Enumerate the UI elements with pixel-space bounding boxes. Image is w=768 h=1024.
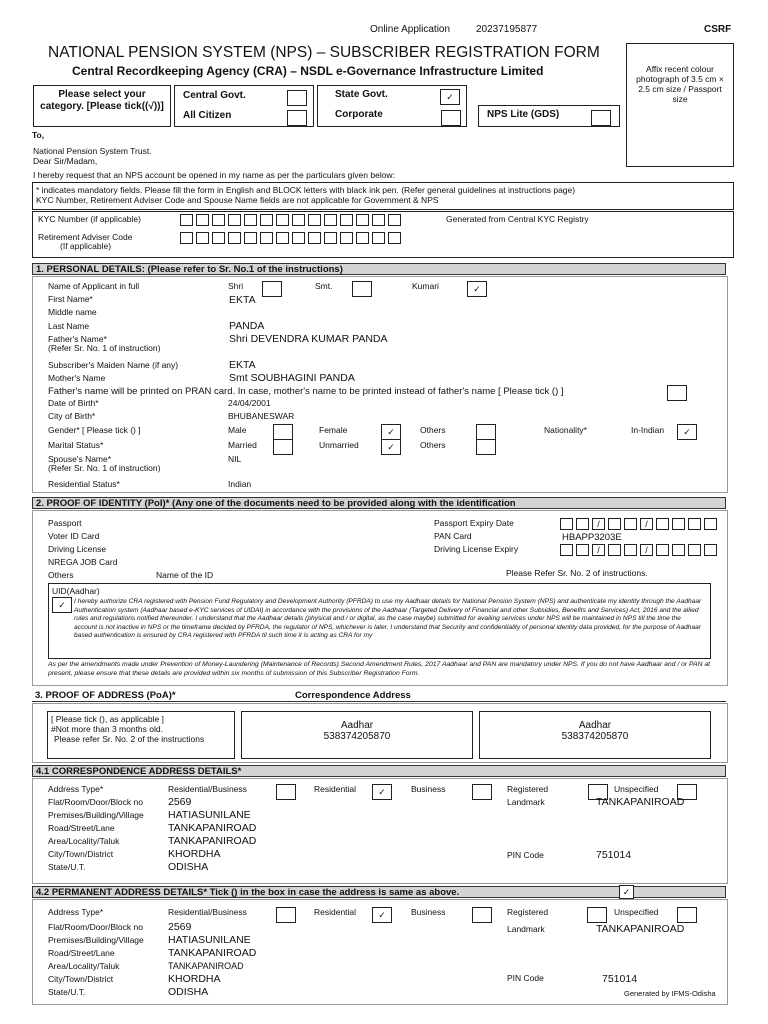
photo-box[interactable] (626, 43, 734, 167)
ra-code-field[interactable] (180, 232, 404, 244)
last-name-value[interactable]: PANDA (229, 320, 265, 332)
perm-unspecified-checkbox[interactable] (677, 907, 697, 923)
photo-instruction: Affix recent colour photograph of 3.5 cm × 2.5 cm size / Passport size (636, 64, 724, 104)
unmarried-label: Unmarried (319, 440, 359, 450)
category-prompt: Please select your category. [Please tick((√))] (40, 89, 164, 112)
first-name-label: First Name* (48, 294, 93, 304)
note-applicability: KYC Number, Retirement Adviser Code and Spouse Name fields are not applicable for Government & NPS (36, 195, 439, 205)
corr-flat-value[interactable]: 2569 (168, 796, 192, 808)
marital-others-checkbox[interactable] (476, 439, 496, 455)
nrega-label: NREGA JOB Card (48, 557, 118, 567)
form-subtitle: Central Recordkeeping Agency (CRA) – NSDL e-Governance Infrastructure Limited (72, 64, 544, 78)
poa-note-tick: [ Please tick (), as applicable ] (51, 714, 164, 724)
proof-of-address-heading: 3. PROOF OF ADDRESS (PoA)* (32, 690, 726, 702)
perm-business-label: Business (411, 907, 446, 917)
gender-others-label: Others (420, 425, 446, 435)
perm-road-label: Road/Street/Lane (48, 948, 115, 958)
name-label: Name of Applicant in full (48, 281, 140, 291)
perm-area-value[interactable]: TANKAPANIROAD (168, 961, 244, 971)
corr-area-label: Area/Locality/Taluk (48, 836, 120, 846)
mother-name-print-checkbox[interactable] (667, 385, 687, 401)
father-name-label: Father's Name* (48, 334, 107, 344)
shri-checkbox[interactable] (262, 281, 282, 297)
maiden-name-value[interactable]: EKTA (229, 359, 256, 371)
perm-city-value[interactable]: KHORDHA (168, 973, 221, 985)
perm-state-label: State/U.T. (48, 987, 86, 997)
corr-address-type-label: Address Type* (48, 784, 104, 794)
perm-residential-checkbox[interactable]: ✓ (372, 907, 392, 923)
corr-city-value[interactable]: KHORDHA (168, 848, 221, 860)
corr-residential-checkbox[interactable]: ✓ (372, 784, 392, 800)
poa-permanent-number: 538374205870 (561, 731, 629, 742)
corr-business-label: Business (411, 784, 446, 794)
corr-pin-value[interactable]: 751014 (596, 849, 632, 861)
shri-label: Shri (228, 281, 244, 291)
form-title: NATIONAL PENSION SYSTEM (NPS) – SUBSCRIBER REGISTRATION FORM (48, 44, 600, 61)
voter-id-label: Voter ID Card (48, 531, 100, 541)
city-of-birth-value[interactable]: BHUBANESWAR (228, 411, 295, 421)
dob-value[interactable]: 24/04/2001 (228, 398, 271, 408)
gender-others-checkbox[interactable] (476, 424, 496, 440)
poa-note-box (47, 711, 235, 759)
perm-unspecified-label: Unspecified (614, 907, 659, 917)
salutation: Dear Sir/Madam, (33, 156, 98, 166)
residential-status-label: Residential Status* (48, 479, 120, 489)
perm-pin-value[interactable]: 751014 (602, 973, 638, 985)
poa-permanent-doc: Aadhar (578, 720, 612, 731)
corr-pin-label: PIN Code (507, 850, 544, 860)
maiden-name-label: Subscriber's Maiden Name (if any) (48, 360, 179, 370)
corr-business-checkbox[interactable] (472, 784, 492, 800)
poi-refer-note: Please Refer Sr. No. 2 of instructions. (506, 568, 648, 578)
corr-resbus-checkbox[interactable] (276, 784, 296, 800)
uid-consent-text: I hereby authorize CRA registered with Pension Fund Regulatory and Development Authority (PFRDA) to use my Aadhaar details for National Pension System (NPS) and authenticate my identity through the Aadhaar Authentication system (Aadhaar based e-KYC services of UIDAI) in accordance with the provisions of the Aadhaar (Targeted Delivery of Financial and other Subsidies, Benefits and Services) Act, 2016 and the allied rules and regulations notified thereunder. I understand that the Aadhaar details (physical and / or digital, as the case maybe) submitted for availing services under NPS will be maintained in NPS till the time the account is not inactive in NPS or the timeframe decided by PFRDA, the regulator of NPS, whichever is later. I understand that Security and confidentiality of personal identity data provided, for the purpose of Aadhaar based authentication is ensured by CRA registered with PFRDA til such time it is acting as CRA for my (74, 598, 702, 639)
perm-state-value[interactable]: ODISHA (168, 986, 209, 998)
corr-unspecified-label: Unspecified (614, 784, 659, 794)
corporate-label: Corporate (335, 109, 383, 120)
addressee: National Pension System Trust. (33, 146, 152, 156)
pan-value[interactable]: HBAPP3203E (562, 532, 622, 543)
passport-expiry-field[interactable]: / / (560, 518, 720, 530)
kyc-number-field[interactable] (180, 214, 404, 226)
male-checkbox[interactable] (273, 424, 293, 440)
passport-label: Passport (48, 518, 82, 528)
marital-status-label: Marital Status* (48, 440, 104, 450)
dl-expiry-label: Driving License Expiry (434, 544, 519, 554)
perm-flat-label: Flat/Room/Door/Block no (48, 922, 143, 932)
gender-label: Gender* [ Please tick () ] (48, 425, 141, 435)
note-mandatory: * indicates mandatory fields. Please fill the form in English and BLOCK letters with black ink pen. (Refer general guidelines at instructions page) (36, 185, 576, 195)
poa-note-refer: Please refer Sr. No. 2 of the instructions (54, 734, 205, 744)
kyc-label: KYC Number (if applicable) (38, 214, 141, 224)
proof-of-identity-heading: 2. PROOF OF IDENTITY (PoI)* (Any one of the documents need to be provided along with the identification (32, 497, 726, 509)
poa-correspondence-doc: Aadhar (340, 720, 374, 731)
perm-pin-label: PIN Code (507, 973, 544, 983)
nationality-value: In-Indian (631, 425, 665, 435)
corr-residential-label: Residential (314, 784, 357, 794)
perm-landmark-label: Landmark (507, 924, 545, 934)
passport-expiry-label: Passport Expiry Date (434, 518, 514, 528)
poa-correspondence-box[interactable] (241, 711, 473, 759)
all-citizen-checkbox[interactable] (287, 110, 307, 126)
pran-note: Father's name will be printed on PRAN card. In case, mother's name to be printed instead of father's name [ Please tick () ] (48, 386, 564, 397)
male-label: Male (228, 425, 247, 435)
residential-status-value[interactable]: Indian (228, 479, 252, 489)
corr-road-value[interactable]: TANKAPANIROAD (168, 822, 257, 834)
others-id-label: Others (48, 570, 74, 580)
perm-city-label: City/Town/District (48, 974, 114, 984)
corr-area-value[interactable]: TANKAPANIROAD (168, 835, 257, 847)
central-govt-label: Central Govt. (183, 90, 246, 101)
ra-sub-label: (If applicable) (60, 241, 112, 251)
married-label: Married (228, 440, 257, 450)
female-label: Female (319, 425, 348, 435)
perm-registered-checkbox[interactable] (587, 907, 607, 923)
corr-premises-value[interactable]: HATIASUNILANE (168, 809, 251, 821)
corr-resbus-label: Residential/Business (168, 784, 247, 794)
poa-permanent-box[interactable] (479, 711, 711, 759)
uid-consent-checkbox[interactable]: ✓ (52, 597, 72, 613)
uid-label: UID(Aadhar) (52, 586, 100, 596)
same-address-checkbox[interactable]: ✓ (619, 885, 634, 899)
state-govt-label: State Govt. (335, 89, 388, 100)
nps-lite-label: NPS Lite (GDS) (487, 109, 560, 120)
nationality-label: Nationality* (544, 425, 587, 435)
request-text: I hereby request that an NPS account be opened in my name as per the particulars given below: (33, 170, 395, 180)
online-application-label: Online Application (370, 24, 451, 35)
perm-premises-value[interactable]: HATIASUNILANE (168, 934, 251, 946)
all-citizen-label: All Citizen (183, 110, 232, 121)
perm-road-value[interactable]: TANKAPANIROAD (168, 947, 257, 959)
first-name-value[interactable]: EKTA (229, 294, 256, 306)
spouse-name-sub: (Refer Sr. No. 1 of instruction) (48, 463, 161, 473)
corporate-checkbox[interactable] (441, 110, 461, 126)
name-of-id-label: Name of the ID (156, 570, 214, 580)
female-checkbox[interactable]: ✓ (381, 424, 401, 440)
perm-address-type-label: Address Type* (48, 907, 104, 917)
category-prompt-box (33, 85, 171, 127)
perm-flat-value[interactable]: 2569 (168, 921, 192, 933)
central-govt-checkbox[interactable] (287, 90, 307, 106)
dob-label: Date of Birth* (48, 398, 99, 408)
last-name-label: Last Name (48, 321, 90, 331)
corr-registered-label: Registered (507, 784, 549, 794)
personal-details-heading: 1. PERSONAL DETAILS: (Please refer to Sr. No.1 of the instructions) (32, 263, 726, 275)
driving-license-label: Driving License (48, 544, 107, 554)
poa-correspondence-number: 538374205870 (323, 731, 391, 742)
perm-resbus-checkbox[interactable] (276, 907, 296, 923)
pan-label: PAN Card (434, 531, 472, 541)
application-number: 20237195877 (476, 24, 538, 35)
perm-area-label: Area/Locality/Taluk (48, 961, 120, 971)
pmla-note: As per the amendments made under Prevention of Money-Laundering (Maintenance of Records) Second Amendment Rules, 2017 Aadhaar and PAN are mandatory under NPS. If you do not have Aadhaar and / or PAN at present, please ensure that these details are provided within six months of submission of this Subscriber Registration Form. (48, 661, 711, 677)
city-of-birth-label: City of Birth* (48, 411, 96, 421)
correspondence-address-heading: Correspondence Address (295, 690, 411, 701)
corr-state-value[interactable]: ODISHA (168, 861, 209, 873)
kumari-label: Kumari (412, 281, 439, 291)
nps-lite-checkbox[interactable] (591, 110, 611, 126)
perm-business-checkbox[interactable] (472, 907, 492, 923)
ra-label: Retirement Adviser Code (38, 232, 133, 242)
generated-by-footer: Generated by IFMS-Odisha (624, 989, 716, 998)
dl-expiry-field[interactable]: / / (560, 544, 720, 556)
mother-name-value[interactable]: Smt SOUBHAGINI PANDA (229, 372, 355, 384)
smt-checkbox[interactable] (352, 281, 372, 297)
kumari-checkbox[interactable]: ✓ (467, 281, 487, 297)
corr-flat-label: Flat/Room/Door/Block no (48, 797, 143, 807)
perm-residential-label: Residential (314, 907, 357, 917)
permanent-address-details-heading: 4.2 PERMANENT ADDRESS DETAILS* Tick () in the box in case the address is same as above. (32, 886, 726, 898)
state-govt-checkbox[interactable]: ✓ (440, 89, 460, 105)
corr-landmark-label: Landmark (507, 797, 545, 807)
father-name-value[interactable]: Shri DEVENDRA KUMAR PANDA (229, 333, 388, 345)
corr-road-label: Road/Street/Lane (48, 823, 115, 833)
mother-name-label: Mother's Name (48, 373, 106, 383)
unmarried-checkbox[interactable]: ✓ (381, 439, 401, 455)
perm-registered-label: Registered (507, 907, 549, 917)
form-code: CSRF (704, 24, 732, 35)
personal-details-panel (32, 276, 728, 493)
perm-landmark-value[interactable]: TANKAPANIROAD (596, 923, 685, 935)
marital-others-label: Others (420, 440, 446, 450)
corr-landmark-value[interactable]: TANKAPANIROAD (596, 796, 685, 808)
corr-state-label: State/U.T. (48, 862, 86, 872)
corr-premises-label: Premises/Building/Village (48, 810, 144, 820)
notes-box (32, 182, 734, 210)
smt-label: Smt. (315, 281, 333, 291)
father-name-sub: (Refer Sr. No. 1 of instruction) (48, 343, 161, 353)
spouse-name-label: Spouse's Name* (48, 454, 112, 464)
perm-resbus-label: Residential/Business (168, 907, 247, 917)
nationality-checkbox[interactable]: ✓ (677, 424, 697, 440)
married-checkbox[interactable] (273, 439, 293, 455)
to-label: To, (32, 130, 45, 140)
correspondence-address-details-heading: 4.1 CORRESPONDENCE ADDRESS DETAILS* (32, 765, 726, 777)
corr-city-label: City/Town/District (48, 849, 114, 859)
perm-premises-label: Premises/Building/Village (48, 935, 144, 945)
spouse-name-value[interactable]: NIL (228, 454, 242, 464)
middle-name-label: Middle name (48, 307, 97, 317)
kyc-note: Generated from Central KYC Registry (446, 214, 589, 224)
poa-note-months: #Not more than 3 months old. (51, 724, 163, 734)
